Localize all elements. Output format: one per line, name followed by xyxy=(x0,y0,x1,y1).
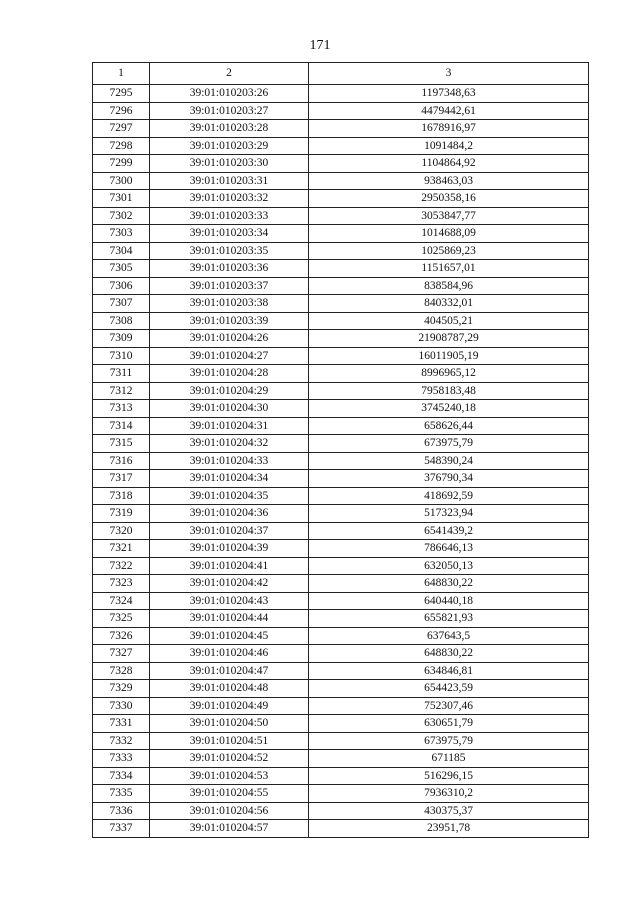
value-cell: 7958183,48 xyxy=(309,382,589,400)
row-number-cell: 7297 xyxy=(93,120,150,138)
table-row xyxy=(93,382,589,400)
row-number-cell: 7332 xyxy=(93,732,150,750)
value-cell: 404505,21 xyxy=(309,312,589,330)
cadastral-number-cell: 39:01:010204:28 xyxy=(150,365,309,383)
cadastral-number-cell: 39:01:010204:52 xyxy=(150,750,309,768)
cadastral-number-cell: 39:01:010204:30 xyxy=(150,400,309,418)
table-row xyxy=(93,732,589,750)
table-row xyxy=(93,242,589,260)
data-table xyxy=(92,62,589,838)
row-number-cell: 7315 xyxy=(93,435,150,453)
table-row xyxy=(93,645,589,663)
row-number-cell: 7295 xyxy=(93,85,150,103)
table-row xyxy=(93,715,589,733)
value-cell: 840332,01 xyxy=(309,295,589,313)
row-number-cell: 7322 xyxy=(93,557,150,575)
value-cell: 516296,15 xyxy=(309,767,589,785)
value-cell: 673975,79 xyxy=(309,435,589,453)
value-cell: 4479442,61 xyxy=(309,102,589,120)
cadastral-number-cell: 39:01:010204:42 xyxy=(150,575,309,593)
value-cell: 786646,13 xyxy=(309,540,589,558)
row-number-cell: 7309 xyxy=(93,330,150,348)
table-row xyxy=(93,592,589,610)
value-cell: 1104864,92 xyxy=(309,155,589,173)
table-row xyxy=(93,155,589,173)
cadastral-number-cell: 39:01:010204:33 xyxy=(150,452,309,470)
table-row xyxy=(93,400,589,418)
cadastral-number-cell: 39:01:010203:31 xyxy=(150,172,309,190)
row-number-cell: 7320 xyxy=(93,522,150,540)
row-number-cell: 7316 xyxy=(93,452,150,470)
table-row xyxy=(93,120,589,138)
row-number-cell: 7326 xyxy=(93,627,150,645)
value-cell: 1678916,97 xyxy=(309,120,589,138)
value-cell: 8996965,12 xyxy=(309,365,589,383)
row-number-cell: 7305 xyxy=(93,260,150,278)
value-cell: 634846,81 xyxy=(309,662,589,680)
table-row xyxy=(93,330,589,348)
table-row xyxy=(93,470,589,488)
table-row xyxy=(93,295,589,313)
table-row xyxy=(93,172,589,190)
value-cell: 640440,18 xyxy=(309,592,589,610)
value-cell: 3745240,18 xyxy=(309,400,589,418)
row-number-cell: 7319 xyxy=(93,505,150,523)
value-cell: 548390,24 xyxy=(309,452,589,470)
cadastral-number-cell: 39:01:010203:26 xyxy=(150,85,309,103)
table-row xyxy=(93,785,589,803)
cadastral-number-cell: 39:01:010204:45 xyxy=(150,627,309,645)
cadastral-number-cell: 39:01:010203:30 xyxy=(150,155,309,173)
table-row xyxy=(93,820,589,838)
row-number-cell: 7328 xyxy=(93,662,150,680)
row-number-cell: 7300 xyxy=(93,172,150,190)
row-number-cell: 7311 xyxy=(93,365,150,383)
table-row xyxy=(93,225,589,243)
cadastral-number-cell: 39:01:010204:37 xyxy=(150,522,309,540)
cadastral-number-cell: 39:01:010204:49 xyxy=(150,697,309,715)
row-number-cell: 7323 xyxy=(93,575,150,593)
row-number-cell: 7336 xyxy=(93,802,150,820)
table-row xyxy=(93,487,589,505)
header-row xyxy=(93,63,589,85)
cadastral-number-cell: 39:01:010204:47 xyxy=(150,662,309,680)
cadastral-number-cell: 39:01:010204:51 xyxy=(150,732,309,750)
value-cell: 1091484,2 xyxy=(309,137,589,155)
row-number-cell: 7299 xyxy=(93,155,150,173)
row-number-cell: 7331 xyxy=(93,715,150,733)
row-number-cell: 7314 xyxy=(93,417,150,435)
value-cell: 376790,34 xyxy=(309,470,589,488)
table-row xyxy=(93,767,589,785)
cadastral-number-cell: 39:01:010204:57 xyxy=(150,820,309,838)
cadastral-number-cell: 39:01:010204:39 xyxy=(150,540,309,558)
table-row xyxy=(93,102,589,120)
value-cell: 671185 xyxy=(309,750,589,768)
table-row xyxy=(93,277,589,295)
cadastral-number-cell: 39:01:010204:55 xyxy=(150,785,309,803)
value-cell: 1014688,09 xyxy=(309,225,589,243)
value-cell: 16011905,19 xyxy=(309,347,589,365)
row-number-cell: 7308 xyxy=(93,312,150,330)
table-row xyxy=(93,417,589,435)
cadastral-number-cell: 39:01:010203:39 xyxy=(150,312,309,330)
row-number-cell: 7318 xyxy=(93,487,150,505)
value-cell: 3053847,77 xyxy=(309,207,589,225)
value-cell: 1197348,63 xyxy=(309,85,589,103)
table-row xyxy=(93,365,589,383)
value-cell: 1025869,23 xyxy=(309,242,589,260)
row-number-cell: 7335 xyxy=(93,785,150,803)
value-cell: 418692,59 xyxy=(309,487,589,505)
cadastral-number-cell: 39:01:010203:37 xyxy=(150,277,309,295)
cadastral-number-cell: 39:01:010203:36 xyxy=(150,260,309,278)
row-number-cell: 7306 xyxy=(93,277,150,295)
value-cell: 673975,79 xyxy=(309,732,589,750)
table-row xyxy=(93,137,589,155)
cadastral-number-cell: 39:01:010204:56 xyxy=(150,802,309,820)
table-row xyxy=(93,575,589,593)
table-row xyxy=(93,540,589,558)
cadastral-number-cell: 39:01:010204:50 xyxy=(150,715,309,733)
value-cell: 7936310,2 xyxy=(309,785,589,803)
value-cell: 838584,96 xyxy=(309,277,589,295)
page-number: 171 xyxy=(309,38,331,53)
cadastral-number-cell: 39:01:010204:31 xyxy=(150,417,309,435)
cadastral-number-cell: 39:01:010204:43 xyxy=(150,592,309,610)
cadastral-number-cell: 39:01:010204:35 xyxy=(150,487,309,505)
table-row xyxy=(93,627,589,645)
table-row xyxy=(93,680,589,698)
value-cell: 648830,22 xyxy=(309,645,589,663)
cadastral-number-cell: 39:01:010203:32 xyxy=(150,190,309,208)
table-row xyxy=(93,802,589,820)
cadastral-number-cell: 39:01:010204:26 xyxy=(150,330,309,348)
row-number-cell: 7329 xyxy=(93,680,150,698)
cadastral-number-cell: 39:01:010204:48 xyxy=(150,680,309,698)
table-row xyxy=(93,697,589,715)
cadastral-number-cell: 39:01:010204:29 xyxy=(150,382,309,400)
row-number-cell: 7307 xyxy=(93,295,150,313)
value-cell: 938463,03 xyxy=(309,172,589,190)
table-row xyxy=(93,312,589,330)
row-number-cell: 7301 xyxy=(93,190,150,208)
value-cell: 655821,93 xyxy=(309,610,589,628)
row-number-cell: 7337 xyxy=(93,820,150,838)
row-number-cell: 7312 xyxy=(93,382,150,400)
value-cell: 632050,13 xyxy=(309,557,589,575)
table-row xyxy=(93,260,589,278)
row-number-cell: 7327 xyxy=(93,645,150,663)
cadastral-number-cell: 39:01:010204:53 xyxy=(150,767,309,785)
value-cell: 6541439,2 xyxy=(309,522,589,540)
cadastral-number-cell: 39:01:010204:32 xyxy=(150,435,309,453)
row-number-cell: 7298 xyxy=(93,137,150,155)
cadastral-number-cell: 39:01:010203:33 xyxy=(150,207,309,225)
row-number-cell: 7304 xyxy=(93,242,150,260)
row-number-cell: 7324 xyxy=(93,592,150,610)
value-cell: 654423,59 xyxy=(309,680,589,698)
cadastral-number-cell: 39:01:010203:29 xyxy=(150,137,309,155)
table-row xyxy=(93,85,589,103)
cadastral-number-cell: 39:01:010204:46 xyxy=(150,645,309,663)
cadastral-number-cell: 39:01:010203:28 xyxy=(150,120,309,138)
cadastral-number-cell: 39:01:010203:35 xyxy=(150,242,309,260)
table-row xyxy=(93,610,589,628)
column-header-1: 1 xyxy=(93,63,150,85)
row-number-cell: 7333 xyxy=(93,750,150,768)
cadastral-number-cell: 39:01:010203:34 xyxy=(150,225,309,243)
row-number-cell: 7325 xyxy=(93,610,150,628)
value-cell: 648830,22 xyxy=(309,575,589,593)
value-cell: 630651,79 xyxy=(309,715,589,733)
value-cell: 637643,5 xyxy=(309,627,589,645)
value-cell: 23951,78 xyxy=(309,820,589,838)
value-cell: 752307,46 xyxy=(309,697,589,715)
table-row xyxy=(93,522,589,540)
row-number-cell: 7321 xyxy=(93,540,150,558)
cadastral-number-cell: 39:01:010204:36 xyxy=(150,505,309,523)
table-row xyxy=(93,557,589,575)
column-header-2: 2 xyxy=(150,63,309,85)
row-number-cell: 7310 xyxy=(93,347,150,365)
table-row xyxy=(93,750,589,768)
table-row xyxy=(93,207,589,225)
cadastral-number-cell: 39:01:010203:38 xyxy=(150,295,309,313)
row-number-cell: 7296 xyxy=(93,102,150,120)
table-row xyxy=(93,662,589,680)
column-header-3: 3 xyxy=(309,63,589,85)
value-cell: 430375,37 xyxy=(309,802,589,820)
row-number-cell: 7313 xyxy=(93,400,150,418)
table-header xyxy=(93,63,589,85)
table-row xyxy=(93,190,589,208)
value-cell: 658626,44 xyxy=(309,417,589,435)
row-number-cell: 7317 xyxy=(93,470,150,488)
row-number-cell: 7330 xyxy=(93,697,150,715)
value-cell: 21908787,29 xyxy=(309,330,589,348)
cadastral-number-cell: 39:01:010203:27 xyxy=(150,102,309,120)
value-cell: 1151657,01 xyxy=(309,260,589,278)
table-row xyxy=(93,435,589,453)
table-row xyxy=(93,347,589,365)
value-cell: 517323,94 xyxy=(309,505,589,523)
cadastral-number-cell: 39:01:010204:44 xyxy=(150,610,309,628)
value-cell: 2950358,16 xyxy=(309,190,589,208)
cadastral-number-cell: 39:01:010204:34 xyxy=(150,470,309,488)
cadastral-number-cell: 39:01:010204:41 xyxy=(150,557,309,575)
row-number-cell: 7302 xyxy=(93,207,150,225)
table-body xyxy=(93,85,589,838)
cadastral-number-cell: 39:01:010204:27 xyxy=(150,347,309,365)
table-row xyxy=(93,505,589,523)
row-number-cell: 7303 xyxy=(93,225,150,243)
table-row xyxy=(93,452,589,470)
row-number-cell: 7334 xyxy=(93,767,150,785)
